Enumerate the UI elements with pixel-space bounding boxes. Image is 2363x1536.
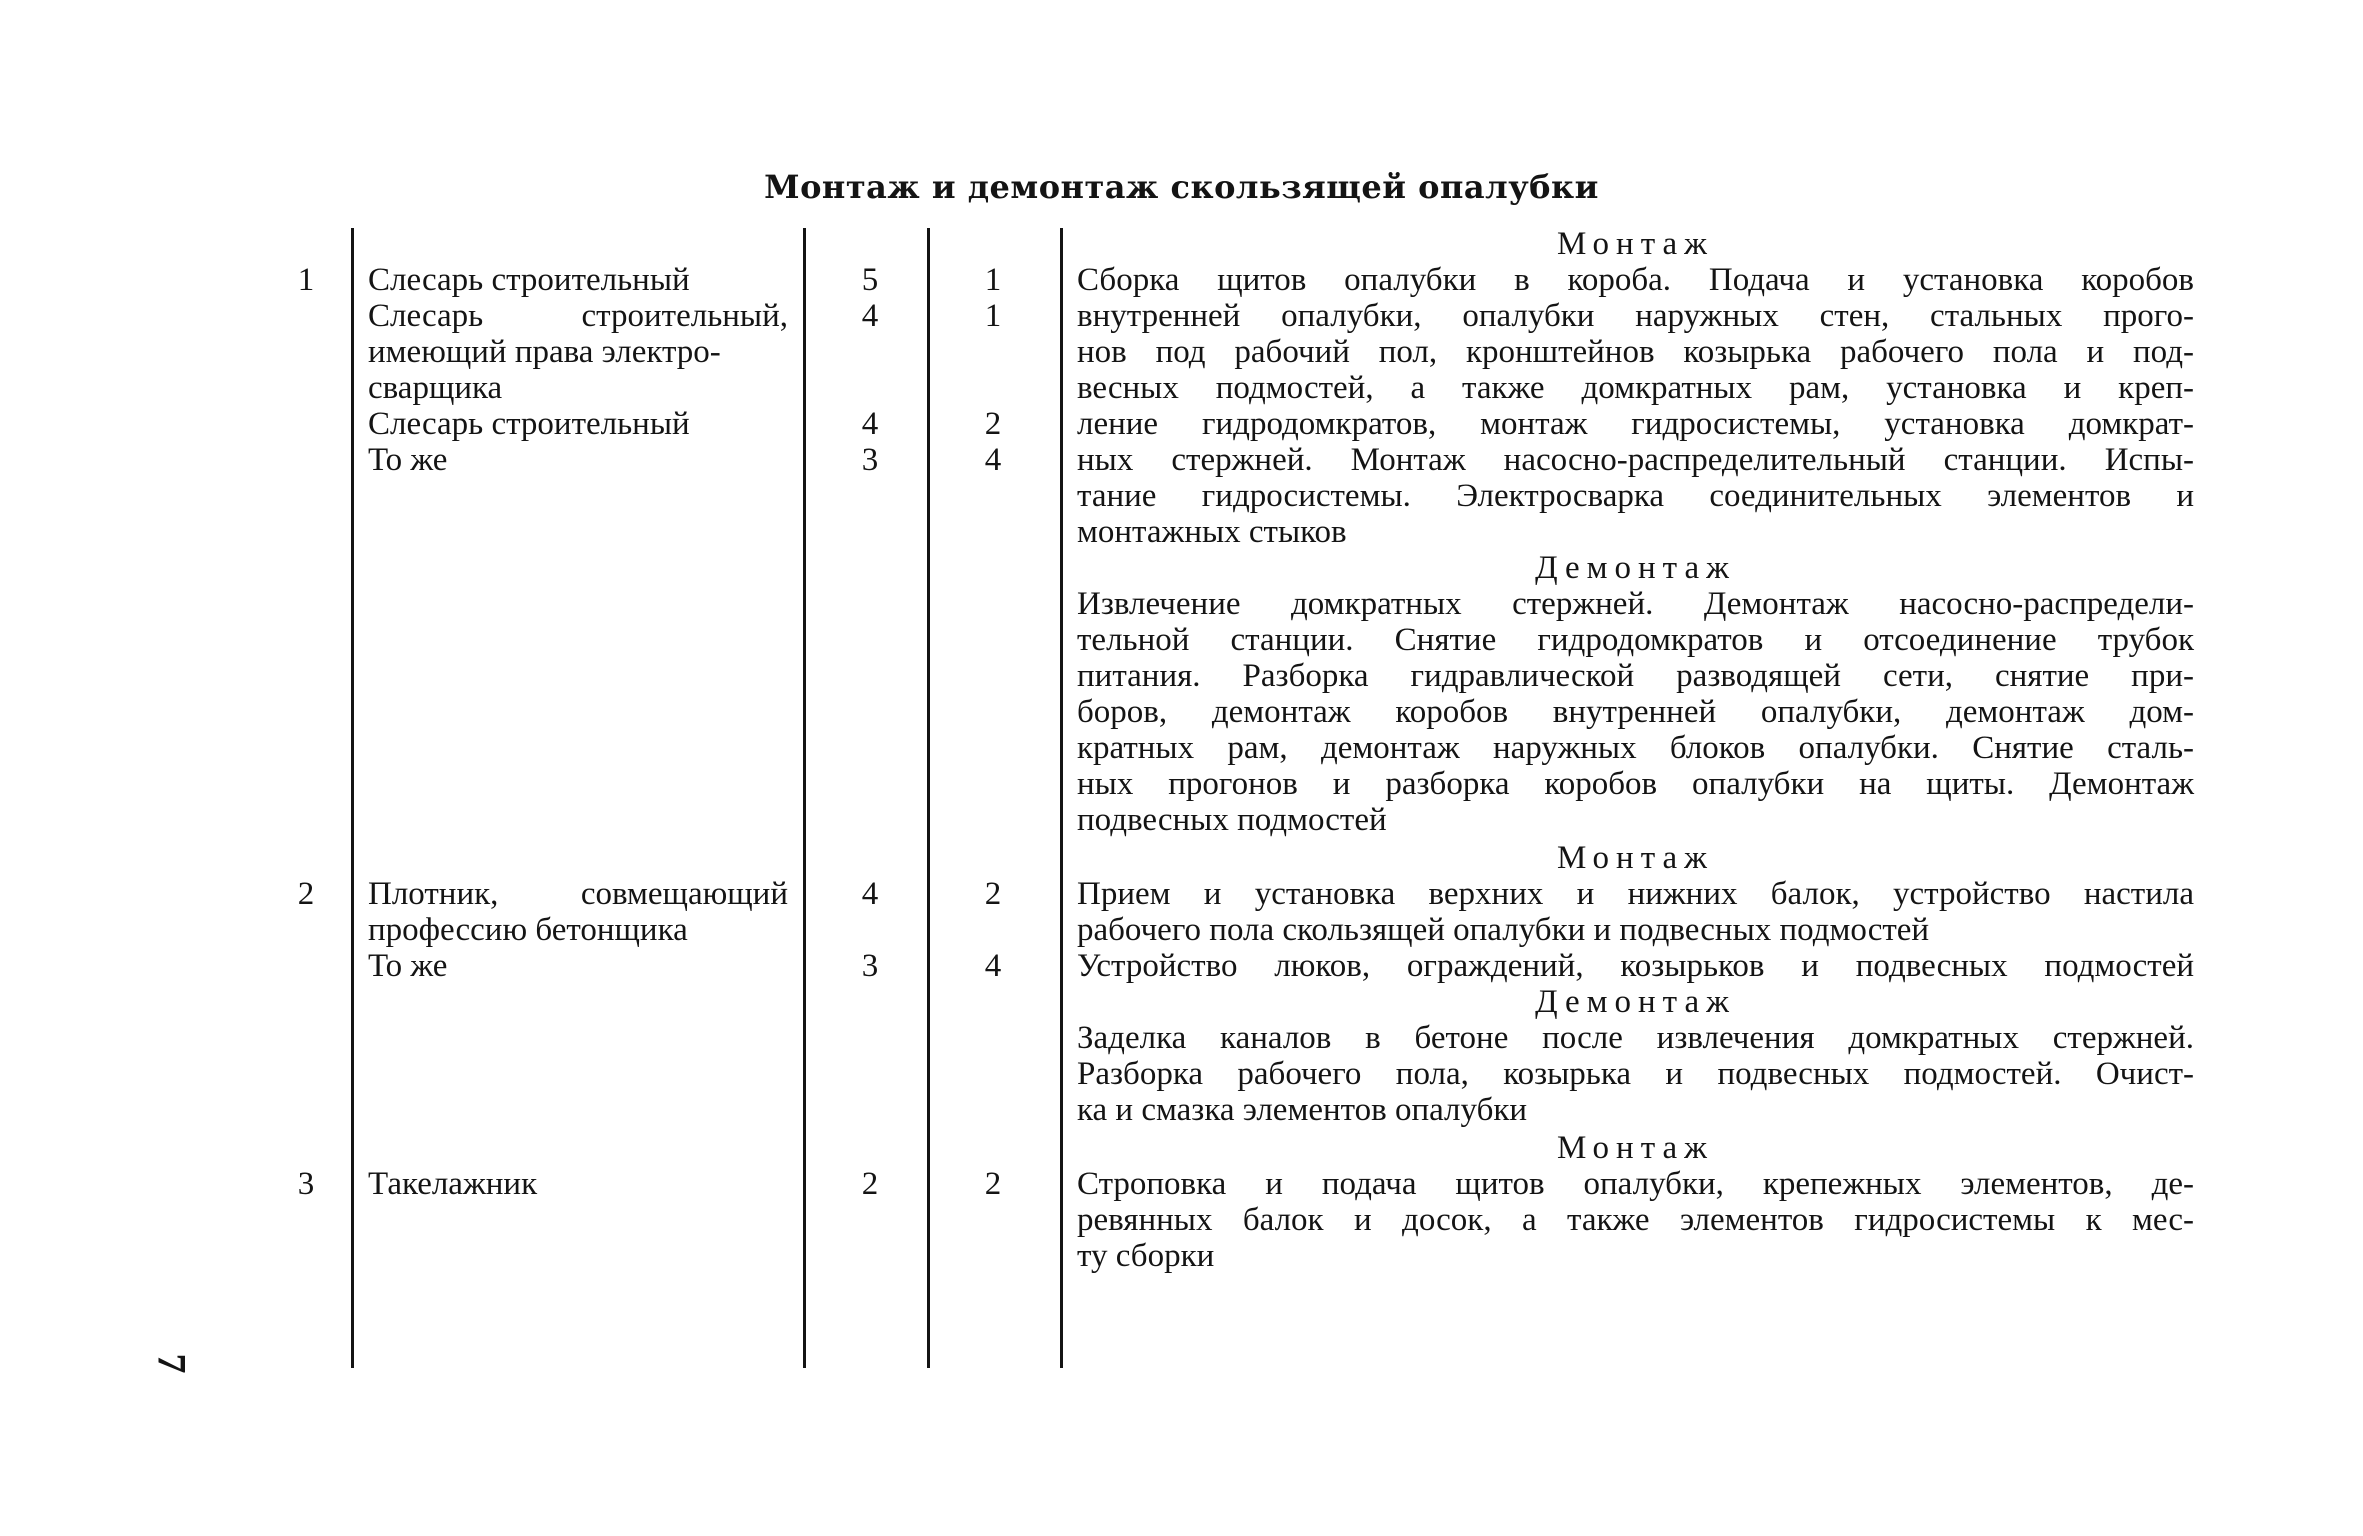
description-line: кратных рам, демонтаж наружных блоков опалубки. Снятие сталь- [1077, 730, 2194, 766]
description-line: монтажных стыков [1077, 514, 1347, 550]
description-line: Прием и установка верхних и нижних балок, устройство настила [1077, 876, 2194, 912]
profession: Такелажник [368, 1166, 538, 1202]
description-line: ных стержней. Монтаж насосно-распределительный станции. Испы- [1077, 442, 2194, 478]
section-heading: Демонтаж [1535, 984, 1736, 1020]
profession: Слесарь строительный [368, 262, 690, 298]
description-line: ревянных балок и досок, а также элементов гидросистемы к мес- [1077, 1202, 2194, 1238]
profession-line: Плотник, совмещающий [368, 876, 788, 912]
worker-count: 4 [984, 442, 1002, 478]
description-line: Устройство люков, ограждений, козырьков и подвесных подмостей [1077, 948, 2194, 984]
description-line: тание гидросистемы. Электросварка соединительных элементов и [1077, 478, 2194, 514]
description-line: Заделка каналов в бетоне после извлечения домкратных стержней. [1077, 1020, 2194, 1056]
section-heading: Монтаж [1557, 840, 1714, 876]
section-heading: Демонтаж [1535, 550, 1736, 586]
grade: 2 [861, 1166, 879, 1202]
column-rule-1 [351, 228, 354, 1368]
section-heading: Монтаж [1557, 1130, 1714, 1166]
description-line: ка и смазка элементов опалубки [1077, 1092, 1528, 1128]
profession: Слесарь строительный [368, 406, 690, 442]
worker-count: 2 [984, 876, 1002, 912]
group-number: 3 [297, 1166, 315, 1202]
worker-count: 2 [984, 1166, 1002, 1202]
worker-count: 4 [984, 948, 1002, 984]
grade: 3 [861, 442, 879, 478]
grade: 4 [861, 298, 879, 334]
profession: То же [368, 948, 448, 984]
grade: 3 [861, 948, 879, 984]
description-line: Строповка и подача щитов опалубки, крепежных элементов, де- [1077, 1166, 2194, 1202]
grade: 4 [861, 876, 879, 912]
grade: 5 [861, 262, 879, 298]
description-line: питания. Разборка гидравлической разводящей сети, снятие при- [1077, 658, 2194, 694]
description-line: внутренней опалубки, опалубки наружных стен, стальных прого- [1077, 298, 2194, 334]
group-number: 1 [297, 262, 315, 298]
column-rule-4 [1060, 228, 1063, 1368]
column-rule-2 [803, 228, 806, 1368]
description-line: Сборка щитов опалубки в короба. Подача и установка коробов [1077, 262, 2194, 298]
description-line: весных подмостей, а также домкратных рам, установка и креп- [1077, 370, 2194, 406]
worker-count: 1 [984, 262, 1002, 298]
description-line: Извлечение домкратных стержней. Демонтаж насосно-распредели- [1077, 586, 2194, 622]
profession-line: Слесарь строительный, [368, 298, 788, 334]
description-line: ных прогонов и разборка коробов опалубки на щиты. Демонтаж [1077, 766, 2194, 802]
description-line: Разборка рабочего пола, козырька и подвесных подмостей. Очист- [1077, 1056, 2194, 1092]
worker-count: 2 [984, 406, 1002, 442]
column-rule-3 [927, 228, 930, 1368]
profession: То же [368, 442, 448, 478]
description-line: рабочего пола скользящей опалубки и подвесных подмостей [1077, 912, 1930, 948]
description-line: тельной станции. Снятие гидродомкратов и отсоединение трубок [1077, 622, 2194, 658]
profession-line: сварщика [368, 370, 503, 406]
page-number: 7 [149, 1353, 195, 1374]
profession-line: имеющий права электро- [368, 334, 721, 370]
description-line: подвесных подмостей [1077, 802, 1387, 838]
description-line: ление гидродомкратов, монтаж гидросистемы, установка домкрат- [1077, 406, 2194, 442]
page-title: Монтаж и демонтаж скользящей опалубки [764, 168, 1599, 206]
group-number: 2 [297, 876, 315, 912]
grade: 4 [861, 406, 879, 442]
description-line: боров, демонтаж коробов внутренней опалубки, демонтаж дом- [1077, 694, 2194, 730]
profession-line: профессию бетонщика [368, 912, 688, 948]
worker-count: 1 [984, 298, 1002, 334]
description-line: ту сборки [1077, 1238, 1215, 1274]
section-heading: Монтаж [1557, 226, 1714, 262]
description-line: нов под рабочий пол, кронштейнов козырька рабочего пола и под- [1077, 334, 2194, 370]
